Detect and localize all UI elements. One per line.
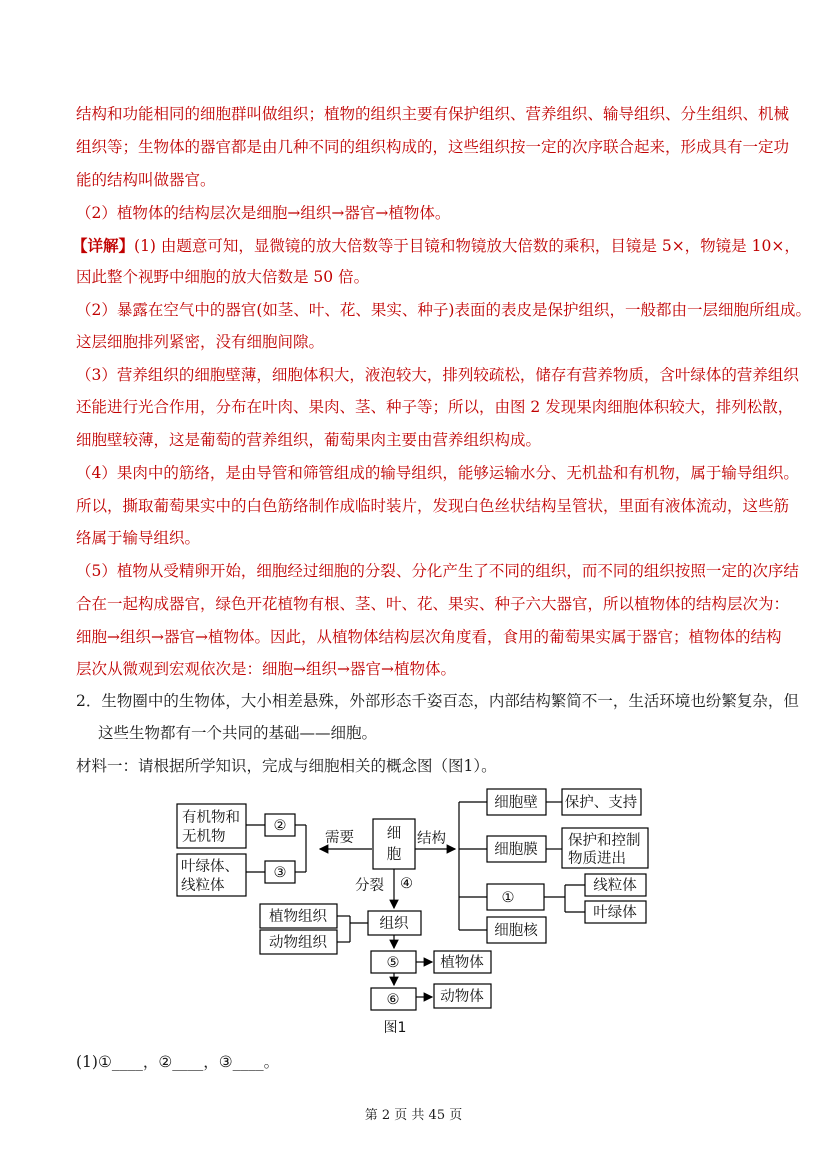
tissue-label: 组织 (379, 916, 409, 932)
cell-membrane-label: 细胞膜 (494, 842, 538, 858)
text-line: 所以，撕取葡萄果实中的白色筋络制作成临时装片，发现白色丝状结构呈管状，里面有液体流动，这些筋 (76, 497, 790, 515)
text-line: 细胞→组织→器官→植物体。因此，从植物体结构层次角度看，食用的葡萄果实属于器官；植物体的结构 (76, 628, 782, 646)
circle-5-label: ⑤ (386, 955, 400, 971)
text-line: 还能进行光合作用，分布在叶肉、果肉、茎、种子等；所以，由图 2 发现果肉细胞体积较大，排列松散， (76, 398, 794, 416)
chloro-label-2: 线粒体 (181, 878, 225, 894)
text-line: 络属于输导组织。 (76, 529, 201, 547)
structure-label: 结构 (417, 831, 446, 847)
text-span: (1) 由题意可知，显微镜的放大倍数等于目镜和物镜放大倍数的乘积，目镜是 5×，物镜是 10×， (134, 237, 800, 255)
cell-label-1: 细 (386, 826, 402, 842)
page-footer: 第 2 页 共 45 页 (364, 1108, 463, 1123)
text-line: （3）营养组织的细胞壁薄，细胞体积大，液泡较大，排列较疏松，储存有营养物质，含叶绿体的营养组织 (76, 366, 799, 384)
organic-label-2: 无机物 (182, 829, 226, 845)
material-text: 材料一：请根据所学知识，完成与细胞相关的概念图（图1）。 (76, 757, 497, 775)
circle-3-label: ③ (273, 865, 287, 881)
animal-tissue-label: 动物组织 (269, 935, 327, 951)
question-text: 2．生物圈中的生物体，大小相差悬殊，外部形态千姿百态，内部结构繁简不一，生活环境也纷繁复杂，但 (76, 692, 799, 710)
circle-6-label: ⑥ (386, 992, 400, 1008)
membrane-func-1: 保护和控制 (568, 833, 641, 849)
figure-caption: 图1 (383, 1020, 407, 1036)
split-label: 分裂 (355, 878, 384, 894)
mitochondria-label: 线粒体 (593, 878, 637, 894)
text-line: 能的结构叫做器官。 (76, 171, 216, 189)
chloroplast-label: 叶绿体 (593, 905, 637, 921)
cell-wall-label: 细胞壁 (494, 795, 538, 811)
text-line: （4）果肉中的筋络，是由导管和筛管组成的输导组织，能够运输水分、无机盐和有机物，属于输导组织。 (76, 464, 799, 482)
protect-support-label: 保护、支持 (564, 795, 638, 811)
chloro-label-1: 叶绿体、 (181, 859, 239, 875)
detail-tag: 【详解】 (72, 236, 135, 255)
text-line: 层次从微观到宏观依次是：细胞→组织→器官→植物体。 (76, 660, 456, 678)
question-text: 这些生物都有一个共同的基础——细胞。 (98, 724, 378, 742)
text-line: 这层细胞排列紧密，没有细胞间隙。 (76, 333, 325, 351)
text-line: （2）植物体的结构层次是细胞→组织→器官→植物体。 (76, 204, 451, 222)
text-line: 组织等；生物体的器官都是由几种不同的组织构成的，这些组织按一定的次序联合起来，形成具有一定功 (76, 138, 790, 156)
text-line: （2）暴露在空气中的器官(如茎、叶、花、果实、种子)表面的表皮是保护组织，一般都由一层细胞所组成。 (76, 301, 811, 319)
text-line: （5）植物从受精卵开始，细胞经过细胞的分裂、分化产生了不同的组织，而不同的组织按照一定的次序结 (76, 562, 799, 580)
answer-line: (1)①____，②____，③____。 (76, 1053, 280, 1071)
nucleus-label: 细胞核 (494, 923, 538, 939)
plant-body-label: 植物体 (440, 955, 484, 971)
text-line: 结构和功能相同的细胞群叫做组织；植物的组织主要有保护组织、营养组织、输导组织、分生组织、机械 (76, 105, 790, 123)
circle-2-label: ② (273, 818, 287, 834)
membrane-func-2: 物质进出 (568, 851, 626, 867)
animal-body-label: 动物体 (440, 989, 484, 1005)
cell-label-2: 胞 (386, 847, 402, 863)
organic-label-1: 有机物和 (182, 810, 240, 826)
circle-4-label: ④ (400, 876, 413, 892)
text-line: 细胞壁较薄，这是葡萄的营养组织，葡萄果肉主要由营养组织构成。 (76, 431, 542, 449)
need-label: 需要 (325, 830, 354, 846)
text-line: 因此整个视野中细胞的放大倍数是 50 倍。 (76, 268, 370, 286)
text-line: 合在一起构成器官，绿色开花植物有根、茎、叶、花、果实、种子六大器官，所以植物体的结构层次为： (76, 595, 790, 613)
plant-tissue-label: 植物组织 (269, 909, 327, 925)
circle-1-label: ① (501, 890, 515, 906)
